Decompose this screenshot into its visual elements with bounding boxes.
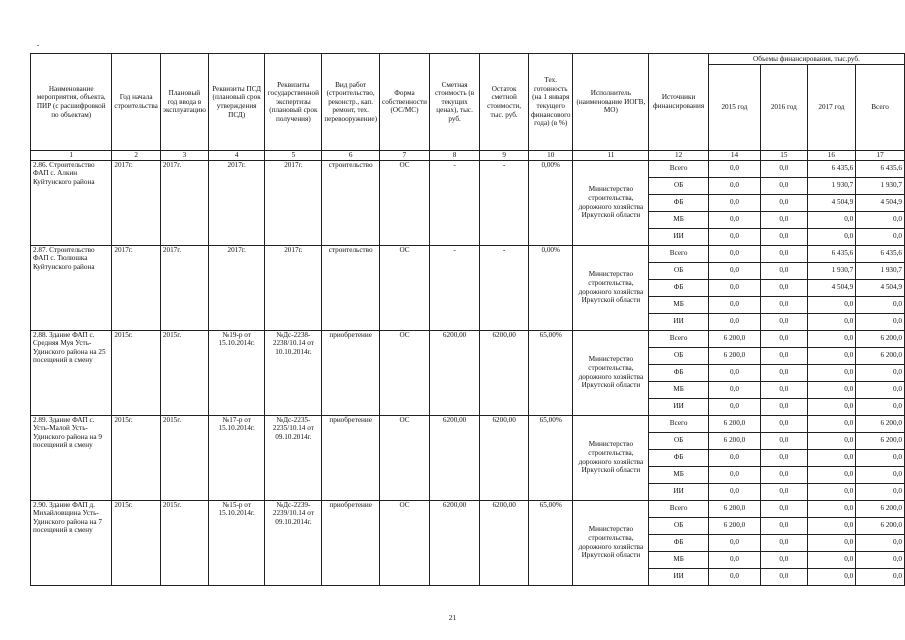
value-total-cell: 0,0 bbox=[856, 313, 905, 330]
object-name-cell: 2.90. Здание ФАП д. Михайловщина Усть-Удинского района на 7 посещений в смену bbox=[31, 500, 112, 585]
value-total-cell: 0,0 bbox=[856, 466, 905, 483]
value-2017-cell: 0,0 bbox=[807, 415, 856, 432]
column-number-cell: 12 bbox=[649, 151, 709, 161]
table-row bbox=[31, 415, 905, 432]
value-2015-cell: 6 200,0 bbox=[708, 517, 760, 534]
header-psd: Реквизиты ПСД (плановый срок утверждения ПСД) bbox=[208, 54, 265, 151]
header-total: Всего bbox=[856, 65, 905, 151]
column-number-cell: 6 bbox=[322, 151, 380, 161]
remaining-cell: 6200,00 bbox=[480, 330, 529, 415]
source-cell: ФБ bbox=[649, 449, 709, 466]
value-total-cell: 1 930,7 bbox=[856, 262, 905, 279]
header-volumes: Объемы финансирования, тыс.руб. bbox=[708, 54, 904, 65]
value-2015-cell: 0,0 bbox=[708, 313, 760, 330]
value-2016-cell: 0,0 bbox=[761, 211, 808, 228]
estimate-cell: 6200,00 bbox=[429, 500, 479, 585]
header-estimate: Сметная стоимость (в текущих ценах), тыс. руб. bbox=[429, 54, 479, 151]
value-total-cell: 6 435,6 bbox=[856, 245, 905, 262]
expertise-cell: №Дс-2239-2239/10.14 от 09.10.2014г. bbox=[265, 500, 322, 585]
psd-cell: №17-р от 15.10.2014г. bbox=[208, 415, 265, 500]
value-2015-cell: 0,0 bbox=[708, 364, 760, 381]
header-year-2016: 2016 год bbox=[761, 65, 808, 151]
column-number-cell: 3 bbox=[160, 151, 208, 161]
value-total-cell: 6 200,0 bbox=[856, 517, 905, 534]
financing-table bbox=[30, 53, 905, 586]
object-name-cell: 2.88. Здание ФАП с. Средняя Муя Усть-Удинского района на 25 посещений в смену bbox=[31, 330, 112, 415]
value-2017-cell: 0,0 bbox=[807, 211, 856, 228]
value-2016-cell: 0,0 bbox=[761, 381, 808, 398]
value-total-cell: 0,0 bbox=[856, 381, 905, 398]
value-2016-cell: 0,0 bbox=[761, 228, 808, 245]
estimate-cell: 6200,00 bbox=[429, 415, 479, 500]
header-year-2015: 2015 год bbox=[708, 65, 760, 151]
source-cell: МБ bbox=[649, 551, 709, 568]
ownership-cell: ОС bbox=[380, 160, 430, 245]
start-year-cell: 2015г. bbox=[112, 500, 160, 585]
readiness-cell: 65,00% bbox=[529, 330, 573, 415]
object-name-cell: 2.89. Здание ФАП с. Усть-Малой Усть-Удинского района на 9 посещений в смену bbox=[31, 415, 112, 500]
value-2017-cell: 0,0 bbox=[807, 398, 856, 415]
table-body bbox=[31, 54, 905, 586]
value-total-cell: 0,0 bbox=[856, 483, 905, 500]
value-2016-cell: 0,0 bbox=[761, 551, 808, 568]
source-cell: ИИ bbox=[649, 228, 709, 245]
value-2017-cell: 0,0 bbox=[807, 296, 856, 313]
source-cell: ИИ bbox=[649, 568, 709, 585]
ownership-cell: ОС bbox=[380, 415, 430, 500]
value-total-cell: 0,0 bbox=[856, 551, 905, 568]
start-year-cell: 2015г. bbox=[112, 415, 160, 500]
value-total-cell: 0,0 bbox=[856, 364, 905, 381]
value-2015-cell: 0,0 bbox=[708, 449, 760, 466]
plan-year-cell: 2015г. bbox=[160, 415, 208, 500]
value-2017-cell: 1 930,7 bbox=[807, 177, 856, 194]
source-cell: ОБ bbox=[649, 347, 709, 364]
value-2017-cell: 4 504,9 bbox=[807, 194, 856, 211]
remaining-cell: 6200,00 bbox=[480, 415, 529, 500]
value-2015-cell: 0,0 bbox=[708, 483, 760, 500]
value-2015-cell: 0,0 bbox=[708, 534, 760, 551]
value-2017-cell: 1 930,7 bbox=[807, 262, 856, 279]
value-2016-cell: 0,0 bbox=[761, 398, 808, 415]
corner-mark: - bbox=[37, 41, 40, 49]
executor-cell: Министерство строительства, дорожного хозяйства Иркутской области bbox=[573, 160, 649, 245]
source-cell: ИИ bbox=[649, 398, 709, 415]
table-row bbox=[31, 330, 905, 347]
start-year-cell: 2017г. bbox=[112, 160, 160, 245]
header-ownership: Форма собственности (ОС/МС) bbox=[380, 54, 430, 151]
estimate-cell: - bbox=[429, 160, 479, 245]
header-start-year: Год начала строительства bbox=[112, 54, 160, 151]
source-cell: Всего bbox=[649, 500, 709, 517]
ownership-cell: ОС bbox=[380, 330, 430, 415]
column-number-cell: 17 bbox=[856, 151, 905, 161]
value-2016-cell: 0,0 bbox=[761, 517, 808, 534]
executor-cell: Министерство строительства, дорожного хозяйства Иркутской области bbox=[573, 500, 649, 585]
value-total-cell: 1 930,7 bbox=[856, 177, 905, 194]
value-2016-cell: 0,0 bbox=[761, 194, 808, 211]
value-2017-cell: 0,0 bbox=[807, 483, 856, 500]
psd-cell: №15-р от 15.10.2014г. bbox=[208, 500, 265, 585]
source-cell: Всего bbox=[649, 330, 709, 347]
value-2015-cell: 0,0 bbox=[708, 551, 760, 568]
value-total-cell: 0,0 bbox=[856, 296, 905, 313]
psd-cell: №19-р от 15.10.2014г. bbox=[208, 330, 265, 415]
header-year-2017: 2017 год bbox=[807, 65, 856, 151]
readiness-cell: 65,00% bbox=[529, 415, 573, 500]
value-2015-cell: 0,0 bbox=[708, 398, 760, 415]
value-2015-cell: 6 200,0 bbox=[708, 432, 760, 449]
value-2015-cell: 6 200,0 bbox=[708, 330, 760, 347]
source-cell: ФБ bbox=[649, 194, 709, 211]
value-total-cell: 6 435,6 bbox=[856, 160, 905, 177]
object-name-cell: 2.87. Строительство ФАП с. Тюлюшка Куйтунского района bbox=[31, 245, 112, 330]
readiness-cell: 0,00% bbox=[529, 160, 573, 245]
expertise-cell: №Дс-2238-2238/10.14 от 10.10.2014г. bbox=[265, 330, 322, 415]
value-2016-cell: 0,0 bbox=[761, 313, 808, 330]
value-2016-cell: 0,0 bbox=[761, 262, 808, 279]
source-cell: ОБ bbox=[649, 517, 709, 534]
value-2016-cell: 0,0 bbox=[761, 415, 808, 432]
expertise-cell: №Дс-2235-2235/10.14 от 09.10.2014г. bbox=[265, 415, 322, 500]
ownership-cell: ОС bbox=[380, 245, 430, 330]
value-2017-cell: 0,0 bbox=[807, 568, 856, 585]
value-total-cell: 0,0 bbox=[856, 534, 905, 551]
column-number-cell: 11 bbox=[573, 151, 649, 161]
value-2016-cell: 0,0 bbox=[761, 330, 808, 347]
source-cell: ФБ bbox=[649, 534, 709, 551]
value-2015-cell: 0,0 bbox=[708, 279, 760, 296]
column-number-cell: 14 bbox=[708, 151, 760, 161]
object-name-cell: 2.86. Строительство ФАП с. Алкин Куйтунского района bbox=[31, 160, 112, 245]
page-number: 21 bbox=[448, 613, 457, 622]
table-row bbox=[31, 160, 905, 177]
value-2015-cell: 0,0 bbox=[708, 194, 760, 211]
value-2017-cell: 0,0 bbox=[807, 551, 856, 568]
column-number-cell: 15 bbox=[761, 151, 808, 161]
value-2016-cell: 0,0 bbox=[761, 177, 808, 194]
expertise-cell: 2017г. bbox=[265, 245, 322, 330]
value-2017-cell: 0,0 bbox=[807, 364, 856, 381]
header-name: Наименование мероприятия, объекта, ПИР (с расшифровкой по объектам) bbox=[31, 54, 112, 151]
value-total-cell: 0,0 bbox=[856, 449, 905, 466]
value-total-cell: 0,0 bbox=[856, 398, 905, 415]
value-2016-cell: 0,0 bbox=[761, 500, 808, 517]
value-2015-cell: 0,0 bbox=[708, 228, 760, 245]
source-cell: МБ bbox=[649, 381, 709, 398]
value-total-cell: 0,0 bbox=[856, 568, 905, 585]
executor-cell: Министерство строительства, дорожного хозяйства Иркутской области bbox=[573, 245, 649, 330]
readiness-cell: 0,00% bbox=[529, 245, 573, 330]
source-cell: МБ bbox=[649, 211, 709, 228]
value-total-cell: 6 200,0 bbox=[856, 432, 905, 449]
value-total-cell: 6 200,0 bbox=[856, 500, 905, 517]
value-2015-cell: 6 200,0 bbox=[708, 347, 760, 364]
header-plan-year: Плановый год ввода в эксплуатацию bbox=[160, 54, 208, 151]
value-total-cell: 0,0 bbox=[856, 228, 905, 245]
readiness-cell: 65,00% bbox=[529, 500, 573, 585]
ownership-cell: ОС bbox=[380, 500, 430, 585]
value-2015-cell: 0,0 bbox=[708, 381, 760, 398]
source-cell: Всего bbox=[649, 245, 709, 262]
header-remaining: Остаток сметной стоимости, тыс. руб. bbox=[480, 54, 529, 151]
table-row bbox=[31, 245, 905, 262]
value-2017-cell: 0,0 bbox=[807, 381, 856, 398]
value-total-cell: 6 200,0 bbox=[856, 330, 905, 347]
plan-year-cell: 2017г. bbox=[160, 245, 208, 330]
value-2016-cell: 0,0 bbox=[761, 347, 808, 364]
column-number-cell: 4 bbox=[208, 151, 265, 161]
value-2017-cell: 0,0 bbox=[807, 500, 856, 517]
value-2016-cell: 0,0 bbox=[761, 245, 808, 262]
estimate-cell: - bbox=[429, 245, 479, 330]
header-executor: Исполнитель (наименование ИОГВ, МО) bbox=[573, 54, 649, 151]
value-2015-cell: 0,0 bbox=[708, 466, 760, 483]
value-total-cell: 4 504,9 bbox=[856, 194, 905, 211]
value-total-cell: 6 200,0 bbox=[856, 415, 905, 432]
value-2016-cell: 0,0 bbox=[761, 466, 808, 483]
header-expertise: Реквизиты государственной экспертизы (плановый срок получения) bbox=[265, 54, 322, 151]
value-2016-cell: 0,0 bbox=[761, 279, 808, 296]
value-2016-cell: 0,0 bbox=[761, 483, 808, 500]
value-total-cell: 6 200,0 bbox=[856, 347, 905, 364]
work-type-cell: строительство bbox=[322, 160, 380, 245]
value-2016-cell: 0,0 bbox=[761, 432, 808, 449]
source-cell: МБ bbox=[649, 296, 709, 313]
column-number-row bbox=[31, 151, 905, 161]
source-cell: ФБ bbox=[649, 279, 709, 296]
remaining-cell: 6200,00 bbox=[480, 500, 529, 585]
source-cell: МБ bbox=[649, 466, 709, 483]
source-cell: ФБ bbox=[649, 364, 709, 381]
value-2017-cell: 0,0 bbox=[807, 449, 856, 466]
source-cell: Всего bbox=[649, 415, 709, 432]
value-2017-cell: 6 435,6 bbox=[807, 160, 856, 177]
table-row bbox=[31, 500, 905, 517]
value-2017-cell: 0,0 bbox=[807, 313, 856, 330]
plan-year-cell: 2015г. bbox=[160, 500, 208, 585]
executor-cell: Министерство строительства, дорожного хозяйства Иркутской области bbox=[573, 415, 649, 500]
value-total-cell: 4 504,9 bbox=[856, 279, 905, 296]
value-2015-cell: 0,0 bbox=[708, 245, 760, 262]
value-2016-cell: 0,0 bbox=[761, 296, 808, 313]
value-2016-cell: 0,0 bbox=[761, 160, 808, 177]
value-2017-cell: 0,0 bbox=[807, 330, 856, 347]
source-cell: Всего bbox=[649, 160, 709, 177]
value-2015-cell: 0,0 bbox=[708, 160, 760, 177]
work-type-cell: приобретение bbox=[322, 500, 380, 585]
header-sources: Источники финансирования bbox=[649, 54, 709, 151]
value-2017-cell: 0,0 bbox=[807, 432, 856, 449]
column-number-cell: 9 bbox=[480, 151, 529, 161]
value-2017-cell: 4 504,9 bbox=[807, 279, 856, 296]
value-2016-cell: 0,0 bbox=[761, 449, 808, 466]
column-number-cell: 16 bbox=[807, 151, 856, 161]
header-readiness: Тех. готовность (на 1 января текущего финансового года) (в %) bbox=[529, 54, 573, 151]
column-number-cell: 1 bbox=[31, 151, 112, 161]
value-2017-cell: 0,0 bbox=[807, 517, 856, 534]
source-cell: ИИ bbox=[649, 313, 709, 330]
header-work-type: Вид работ (строительство, реконстр., кап. ремонт, тех. перевооружение) bbox=[322, 54, 380, 151]
remaining-cell: - bbox=[480, 160, 529, 245]
column-number-cell: 10 bbox=[529, 151, 573, 161]
psd-cell: 2017г. bbox=[208, 160, 265, 245]
value-2015-cell: 0,0 bbox=[708, 211, 760, 228]
column-number-cell: 7 bbox=[380, 151, 430, 161]
value-2015-cell: 0,0 bbox=[708, 177, 760, 194]
value-total-cell: 0,0 bbox=[856, 211, 905, 228]
column-number-cell: 8 bbox=[429, 151, 479, 161]
plan-year-cell: 2017г. bbox=[160, 160, 208, 245]
source-cell: ИИ bbox=[649, 483, 709, 500]
estimate-cell: 6200,00 bbox=[429, 330, 479, 415]
value-2016-cell: 0,0 bbox=[761, 568, 808, 585]
work-type-cell: строительство bbox=[322, 245, 380, 330]
value-2015-cell: 0,0 bbox=[708, 296, 760, 313]
value-2015-cell: 6 200,0 bbox=[708, 500, 760, 517]
source-cell: ОБ bbox=[649, 262, 709, 279]
remaining-cell: - bbox=[480, 245, 529, 330]
source-cell: ОБ bbox=[649, 432, 709, 449]
value-2016-cell: 0,0 bbox=[761, 534, 808, 551]
expertise-cell: 2017г. bbox=[265, 160, 322, 245]
start-year-cell: 2015г. bbox=[112, 330, 160, 415]
value-2015-cell: 6 200,0 bbox=[708, 415, 760, 432]
plan-year-cell: 2015г. bbox=[160, 330, 208, 415]
psd-cell: 2017г. bbox=[208, 245, 265, 330]
start-year-cell: 2017г. bbox=[112, 245, 160, 330]
source-cell: ОБ bbox=[649, 177, 709, 194]
value-2017-cell: 6 435,6 bbox=[807, 245, 856, 262]
work-type-cell: приобретение bbox=[322, 330, 380, 415]
value-2015-cell: 0,0 bbox=[708, 568, 760, 585]
value-2015-cell: 0,0 bbox=[708, 262, 760, 279]
column-number-cell: 2 bbox=[112, 151, 160, 161]
column-number-cell: 5 bbox=[265, 151, 322, 161]
value-2016-cell: 0,0 bbox=[761, 364, 808, 381]
value-2017-cell: 0,0 bbox=[807, 347, 856, 364]
executor-cell: Министерство строительства, дорожного хозяйства Иркутской области bbox=[573, 330, 649, 415]
value-2017-cell: 0,0 bbox=[807, 534, 856, 551]
value-2017-cell: 0,0 bbox=[807, 466, 856, 483]
value-2017-cell: 0,0 bbox=[807, 228, 856, 245]
work-type-cell: приобретение bbox=[322, 415, 380, 500]
